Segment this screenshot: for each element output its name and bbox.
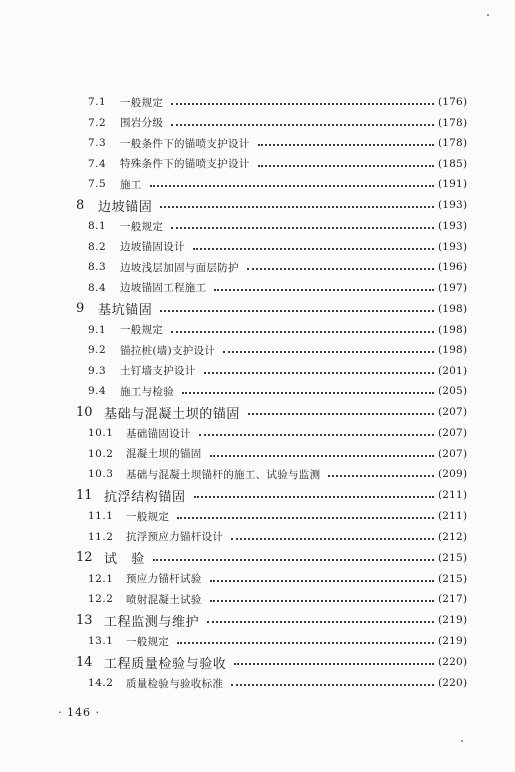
toc-entry-title: 围岩分级 [120, 117, 164, 130]
toc-entry-title: 喷射混凝土试验 [126, 593, 202, 606]
dot-leader [223, 351, 434, 353]
dot-leader [210, 580, 434, 582]
toc-entry-page: (207) [438, 427, 468, 440]
toc-entry-page: (191) [438, 178, 468, 191]
toc-section-entry [0, 361, 515, 382]
toc-section-entry [0, 174, 515, 195]
dot-leader [171, 124, 434, 126]
dot-leader [193, 248, 434, 250]
toc-entry-page: (201) [438, 364, 468, 377]
toc-entry-number: 7.1 [88, 96, 107, 109]
toc-entry-page: (193) [438, 220, 468, 233]
toc-entry-page: (193) [438, 240, 468, 253]
toc-section-entry [0, 381, 515, 402]
toc-entry-title: 试 验 [104, 552, 145, 568]
dot-leader [153, 559, 434, 561]
toc-chapter-entry [0, 402, 515, 424]
toc-entry-number: 8 [76, 197, 85, 213]
toc-entry-page: (219) [438, 635, 468, 648]
dot-leader [247, 268, 434, 270]
toc-entry-page: (198) [438, 302, 468, 315]
toc-entry-number: 14.2 [88, 677, 114, 690]
toc-section-entry [0, 506, 515, 527]
toc-section-entry [0, 113, 515, 134]
toc-entry-title: 特殊条件下的锚喷支护设计 [120, 158, 250, 171]
toc-entry-title: 质量检验与验收标准 [126, 677, 224, 690]
toc-section-entry [0, 340, 515, 361]
toc-entry-number: 12.1 [88, 572, 114, 585]
toc-entry-number: 7.2 [88, 116, 107, 129]
toc-entry-number: 8.4 [88, 281, 107, 294]
dot-leader [231, 538, 434, 540]
dot-leader [160, 206, 434, 208]
toc-entry-title: 一般规定 [126, 510, 170, 523]
toc-entry-title: 边坡锚固工程施工 [120, 282, 207, 295]
dot-leader [182, 392, 434, 394]
toc-entry-number: 9 [76, 301, 85, 317]
toc-section-entry [0, 569, 515, 590]
toc-entry-title: 边坡锚固设计 [120, 241, 185, 254]
toc-entry-page: (207) [438, 406, 468, 419]
toc-entry-page: (185) [438, 157, 468, 170]
toc-entry-title: 基础与混凝土坝的锚固 [104, 406, 241, 422]
toc-entry-number: 8.3 [88, 261, 107, 274]
toc-entry-page: (176) [438, 96, 468, 109]
dot-leader [214, 289, 434, 291]
toc-entry-title: 土钉墙支护设计 [120, 365, 196, 378]
toc-entry-number: 9.1 [88, 323, 107, 336]
toc-section-entry [0, 423, 515, 444]
toc-entry-page: (205) [438, 385, 468, 398]
dot-leader [207, 621, 434, 623]
dot-leader [171, 227, 434, 229]
toc-entry-title: 混凝土坝的锚固 [126, 448, 202, 461]
toc-chapter-entry [0, 485, 515, 507]
toc-entry-page: (220) [438, 656, 468, 669]
toc-entry-title: 一般规定 [126, 635, 170, 648]
dot-leader [234, 663, 434, 665]
toc-entry-title: 锚拉桩(墙)支护设计 [120, 344, 216, 357]
toc-entry-title: 基础锚固设计 [126, 427, 191, 440]
toc-chapter-entry [0, 652, 515, 674]
page-number: · 146 · [58, 706, 100, 719]
toc-chapter-entry [0, 195, 515, 217]
dot-leader [210, 600, 434, 602]
toc-section-entry [0, 631, 515, 652]
dot-leader [248, 413, 434, 415]
toc-entry-page: (207) [438, 447, 468, 460]
toc-entry-title: 基础与混凝土坝锚杆的施工、试验与监测 [126, 468, 321, 481]
toc-entry-number: 11.1 [88, 510, 114, 523]
toc-section-entry [0, 154, 515, 175]
toc-entry-page: (220) [438, 677, 468, 690]
toc-entry-title: 预应力锚杆试验 [126, 573, 202, 586]
toc-section-entry [0, 237, 515, 258]
toc-entry-number: 7.3 [88, 137, 107, 150]
toc-entry-title: 一般规定 [120, 220, 164, 233]
toc-entry-title: 一般规定 [120, 96, 164, 109]
toc-entry-title: 施工 [120, 178, 142, 191]
toc-entry-number: 11.2 [88, 530, 114, 543]
toc-entry-page: (197) [438, 281, 468, 294]
toc-entry-page: (178) [438, 137, 468, 150]
toc-section-entry [0, 216, 515, 237]
toc-entry-number: 13.1 [88, 635, 114, 648]
toc-entry-number: 8.1 [88, 220, 107, 233]
toc-entry-number: 10 [76, 404, 93, 420]
toc-entry-page: (217) [438, 593, 468, 606]
toc-entry-number: 10.3 [88, 468, 114, 481]
toc-entry-number: 10.1 [88, 427, 114, 440]
toc-section-entry [0, 464, 515, 485]
toc-entry-page: (212) [438, 530, 468, 543]
dot-leader [171, 103, 434, 105]
dot-leader [258, 165, 434, 167]
toc-entry-page: (178) [438, 116, 468, 129]
dot-leader [177, 517, 434, 519]
toc-section-entry [0, 278, 515, 299]
toc-section-entry [0, 527, 515, 548]
dot-leader [194, 496, 434, 498]
toc-section-entry [0, 257, 515, 278]
toc-entry-number: 12 [76, 550, 93, 566]
toc-entry-page: (211) [438, 510, 468, 523]
toc-chapter-entry [0, 298, 515, 320]
toc-entry-page: (198) [438, 344, 468, 357]
toc-entry-number: 9.3 [88, 364, 107, 377]
dot-leader [171, 331, 434, 333]
dot-leader [231, 684, 434, 686]
toc-entry-title: 抗浮结构锚固 [104, 489, 186, 505]
toc-entry-number: 14 [76, 654, 93, 670]
toc-section-entry [0, 92, 515, 113]
toc-entry-title: 一般条件下的锚喷支护设计 [120, 137, 250, 150]
toc-entry-title: 基坑锚固 [98, 303, 153, 319]
toc-entry-number: 7.4 [88, 157, 107, 170]
toc-chapter-entry [0, 547, 515, 569]
dot-leader [328, 475, 434, 477]
toc-section-entry [0, 444, 515, 465]
toc-entry-page: (215) [438, 572, 468, 585]
toc-entry-number: 13 [76, 612, 93, 628]
toc-entry-page: (198) [438, 323, 468, 336]
toc-chapter-entry [0, 610, 515, 632]
toc-entry-number: 12.2 [88, 593, 114, 606]
toc-section-entry [0, 133, 515, 154]
toc-entry-number: 9.2 [88, 344, 107, 357]
toc-entry-title: 施工与检验 [120, 385, 174, 398]
toc-entry-page: (215) [438, 551, 468, 564]
toc-entry-title: 抗浮预应力锚杆设计 [126, 531, 224, 544]
toc-entry-title: 一般规定 [120, 324, 164, 337]
toc-section-entry [0, 673, 515, 694]
dot-leader [204, 372, 434, 374]
toc-entry-number: 8.2 [88, 240, 107, 253]
scan-speck [487, 14, 489, 16]
toc-entry-page: (211) [438, 489, 468, 502]
toc-entry-page: (219) [438, 614, 468, 627]
dot-leader [199, 434, 434, 436]
toc-entry-number: 10.2 [88, 447, 114, 460]
dot-leader [210, 455, 434, 457]
toc-entry-title: 边坡锚固 [98, 199, 153, 215]
toc-entry-page: (193) [438, 199, 468, 212]
dot-leader [258, 144, 434, 146]
toc-entry-page: (209) [438, 468, 468, 481]
dot-leader [150, 185, 434, 187]
toc-entry-number: 11 [76, 487, 93, 503]
toc-section-entry [0, 320, 515, 341]
scan-speck [461, 740, 463, 742]
toc-entry-number: 7.5 [88, 178, 107, 191]
toc-entry-title: 工程监测与维护 [104, 614, 200, 630]
toc-section-entry [0, 589, 515, 610]
dot-leader [160, 310, 434, 312]
toc-entry-number: 9.4 [88, 385, 107, 398]
toc-entry-title: 工程质量检验与验收 [104, 656, 227, 672]
toc-entry-page: (196) [438, 261, 468, 274]
table-of-contents [0, 92, 515, 694]
toc-entry-title: 边坡浅层加固与面层防护 [120, 261, 239, 274]
dot-leader [177, 642, 434, 644]
